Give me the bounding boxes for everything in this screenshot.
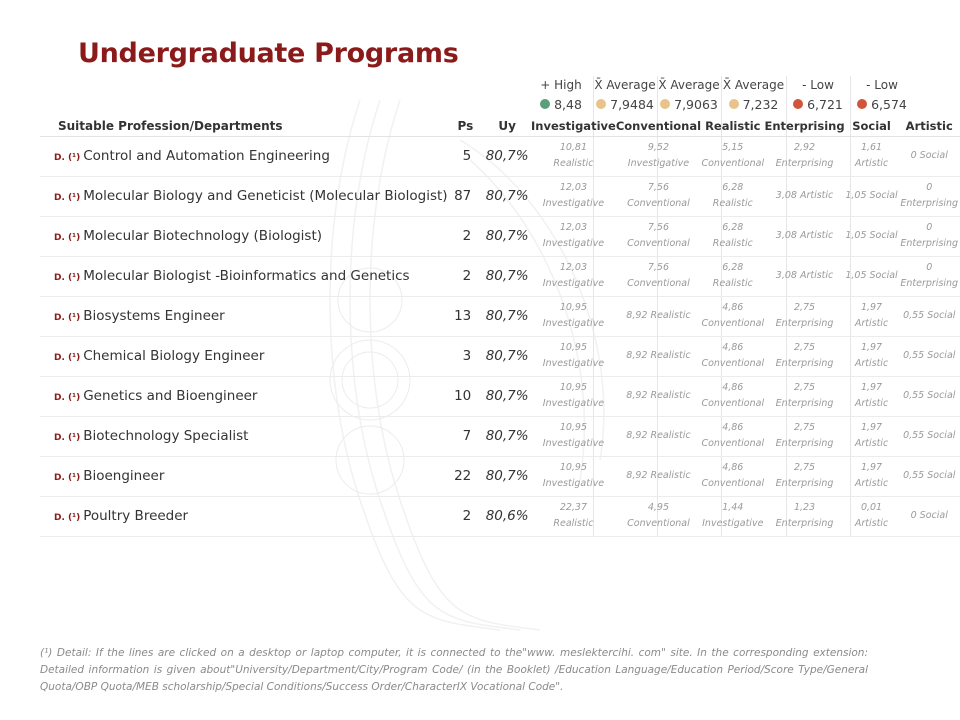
detail-marker: D. (¹) — [54, 393, 81, 403]
department-cell[interactable] — [40, 216, 448, 256]
score-cell: 0 Social — [898, 136, 960, 176]
score-cell: 1,61 Artistic — [845, 136, 899, 176]
score-value: 7,9484 — [610, 96, 654, 112]
detail-marker: D. (¹) — [54, 433, 81, 443]
score-cell: 3,08 Artistic — [765, 216, 845, 256]
score-cell: 22,37 Realistic — [531, 496, 616, 536]
ps-cell: 7 — [448, 416, 484, 456]
score-cell: 12,03 Investigative — [531, 176, 616, 216]
table-row[interactable] — [40, 456, 960, 496]
score-cell: 1,97 Artistic — [845, 416, 899, 456]
department-cell[interactable] — [40, 376, 448, 416]
score-level: + High — [540, 78, 582, 92]
score-value: 7,232 — [742, 96, 779, 112]
table-row[interactable] — [40, 296, 960, 336]
score-cell: 3,08 Artistic — [765, 256, 845, 296]
score-cell: 2,75 Enterprising — [765, 296, 845, 336]
score-cell: 10,95 Investigative — [531, 336, 616, 376]
score-cell: 1,97 Artistic — [845, 336, 899, 376]
score-cell: 12,03 Investigative — [531, 216, 616, 256]
header-artistic: Artistic — [898, 116, 960, 136]
score-cell: 1,05 Social — [845, 176, 899, 216]
header-social: Social — [845, 116, 899, 136]
score-level: X̄ Average — [594, 78, 656, 92]
score-cell: 7,56 Conventional — [616, 256, 701, 296]
score-cell: 5,15 Conventional — [701, 136, 764, 176]
uy-cell: 80,7% — [483, 336, 531, 376]
detail-marker: D. (¹) — [54, 353, 81, 363]
detail-marker: D. (¹) — [54, 233, 81, 243]
score-cell: 6,28 Realistic — [701, 216, 764, 256]
score-cell: 4,95 Conventional — [616, 496, 701, 536]
detail-marker: D. (¹) — [54, 193, 81, 203]
average-dot-icon — [660, 99, 670, 109]
header-conventional: Conventional — [616, 116, 701, 136]
score-value: 7,9063 — [674, 96, 718, 112]
score-cell: 8,92 Realistic — [616, 376, 701, 416]
score-cell: 1,05 Social — [845, 256, 899, 296]
header-realistic: Realistic — [701, 116, 764, 136]
department-cell[interactable] — [40, 296, 448, 336]
score-cell: 2,75 Enterprising — [765, 336, 845, 376]
score-header-investigative — [529, 76, 593, 114]
average-dot-icon — [596, 99, 606, 109]
department-name: Control and Automation Engineering — [83, 148, 330, 164]
department-cell[interactable] — [40, 176, 448, 216]
ps-cell: 2 — [448, 496, 484, 536]
table-row[interactable] — [40, 216, 960, 256]
score-cell: 12,03 Investigative — [531, 256, 616, 296]
score-cell: 1,05 Social — [845, 216, 899, 256]
score-cell: 2,75 Enterprising — [765, 456, 845, 496]
score-cell: 10,95 Investigative — [531, 296, 616, 336]
detail-marker: D. (¹) — [54, 513, 81, 523]
detail-marker: D. (¹) — [54, 273, 81, 283]
score-cell: 1,23 Enterprising — [765, 496, 845, 536]
score-cell: 4,86 Conventional — [701, 456, 764, 496]
score-cell: 0,01 Artistic — [845, 496, 899, 536]
uy-cell: 80,7% — [483, 376, 531, 416]
table-row[interactable] — [40, 256, 960, 296]
score-cell: 0 Enterprising — [898, 256, 960, 296]
department-cell[interactable] — [40, 336, 448, 376]
department-name: Poultry Breeder — [83, 508, 189, 524]
table-row[interactable] — [40, 376, 960, 416]
average-dot-icon — [729, 99, 739, 109]
footnote: (¹) Detail: If the lines are clicked on a desktop or laptop computer, it is connected to the"www. meslektercihi. com" site. In the corresponding extension: Detailed information is given about"University/Department/City/Program Code/ (in the Booklet) /Education Language/Education Period/Score Type/General Quota/OBP Quota/MEB scholarship/Special Conditions/Success Order/CharacterIX Vocational Code". — [40, 647, 868, 693]
department-name: Molecular Biologist -Bioinformatics and Genetics — [83, 268, 410, 284]
score-cell: 7,56 Conventional — [616, 176, 701, 216]
ps-cell: 22 — [448, 456, 484, 496]
header-enterprising: Enterprising — [765, 116, 845, 136]
score-cell: 0 Social — [898, 496, 960, 536]
score-cell: 1,97 Artistic — [845, 456, 899, 496]
score-cell: 10,95 Investigative — [531, 456, 616, 496]
uy-cell: 80,6% — [483, 496, 531, 536]
header-ps: Ps — [448, 116, 484, 136]
score-cell: 10,95 Investigative — [531, 416, 616, 456]
score-cell: 7,56 Conventional — [616, 216, 701, 256]
score-cell: 4,86 Conventional — [701, 296, 764, 336]
department-cell[interactable] — [40, 416, 448, 456]
score-cell: 2,75 Enterprising — [765, 376, 845, 416]
department-cell[interactable] — [40, 456, 448, 496]
ps-cell: 2 — [448, 256, 484, 296]
ps-cell: 13 — [448, 296, 484, 336]
ps-cell: 87 — [448, 176, 484, 216]
department-name: Genetics and Bioengineer — [83, 388, 258, 404]
score-level: - Low — [802, 78, 834, 92]
uy-cell: 80,7% — [483, 216, 531, 256]
score-cell: 4,86 Conventional — [701, 376, 764, 416]
score-cell: 6,28 Realistic — [701, 256, 764, 296]
score-cell: 0,55 Social — [898, 456, 960, 496]
table-row[interactable] — [40, 416, 960, 456]
score-cell: 0,55 Social — [898, 376, 960, 416]
score-cell: 10,95 Investigative — [531, 376, 616, 416]
score-value: 8,48 — [554, 96, 582, 112]
score-cell: 0,55 Social — [898, 296, 960, 336]
table-row[interactable] — [40, 176, 960, 216]
page-title: Undergraduate Programs — [78, 38, 459, 69]
table-row[interactable] — [40, 496, 960, 536]
table-header-row — [40, 116, 960, 136]
score-header-artistic — [850, 76, 914, 114]
table-row[interactable] — [40, 136, 960, 176]
high-dot-icon — [540, 99, 550, 109]
department-name: Biosystems Engineer — [83, 308, 225, 324]
programs-table — [40, 116, 960, 537]
uy-cell: 80,7% — [483, 296, 531, 336]
uy-cell: 80,7% — [483, 136, 531, 176]
score-cell: 10,81 Realistic — [531, 136, 616, 176]
score-cell: 4,86 Conventional — [701, 416, 764, 456]
score-cell: 1,97 Artistic — [845, 376, 899, 416]
low-dot-icon — [793, 99, 803, 109]
uy-cell: 80,7% — [483, 456, 531, 496]
score-cell: 0,55 Social — [898, 336, 960, 376]
uy-cell: 80,7% — [483, 416, 531, 456]
ps-cell: 10 — [448, 376, 484, 416]
score-header-social — [786, 76, 850, 114]
score-cell: 4,86 Conventional — [701, 336, 764, 376]
score-level: X̄ Average — [722, 78, 785, 92]
score-cell: 3,08 Artistic — [765, 176, 845, 216]
score-level: X̄ Average — [658, 78, 720, 92]
score-cell: 6,28 Realistic — [701, 176, 764, 216]
department-name: Molecular Biotechnology (Biologist) — [83, 228, 322, 244]
header-departments: Suitable Profession/Departments — [40, 116, 448, 136]
detail-marker: D. (¹) — [54, 313, 81, 323]
uy-cell: 80,7% — [483, 176, 531, 216]
score-header-conventional — [593, 76, 657, 114]
score-cell: 8,92 Realistic — [616, 456, 701, 496]
table-row[interactable] — [40, 336, 960, 376]
department-cell[interactable] — [40, 256, 448, 296]
score-cell: 0 Enterprising — [898, 216, 960, 256]
score-cell: 1,97 Artistic — [845, 296, 899, 336]
score-cell: 9,52 Investigative — [616, 136, 701, 176]
ps-cell: 3 — [448, 336, 484, 376]
header-investigative: Investigative — [531, 116, 616, 136]
score-cell: 8,92 Realistic — [616, 296, 701, 336]
ps-cell: 5 — [448, 136, 484, 176]
ps-cell: 2 — [448, 216, 484, 256]
score-cell: 2,75 Enterprising — [765, 416, 845, 456]
score-cell: 1,44 Investigative — [701, 496, 764, 536]
detail-marker: D. (¹) — [54, 153, 81, 163]
department-name: Molecular Biology and Geneticist (Molecular Biologist) — [83, 188, 448, 204]
score-cell: 2,92 Enterprising — [765, 136, 845, 176]
score-header-enterprising — [721, 76, 786, 114]
header-uy: Uy — [483, 116, 531, 136]
score-cell: 0,55 Social — [898, 416, 960, 456]
uy-cell: 80,7% — [483, 256, 531, 296]
score-cell: 8,92 Realistic — [616, 336, 701, 376]
score-cell: 8,92 Realistic — [616, 416, 701, 456]
score-level: - Low — [866, 78, 898, 92]
low-dot-icon — [857, 99, 867, 109]
detail-marker: D. (¹) — [54, 473, 81, 483]
department-cell[interactable] — [40, 496, 448, 536]
score-value: 6,574 — [871, 96, 907, 112]
department-name: Biotechnology Specialist — [83, 428, 249, 444]
department-name: Bioengineer — [83, 468, 165, 484]
department-name: Chemical Biology Engineer — [83, 348, 265, 364]
score-value: 6,721 — [807, 96, 843, 112]
department-cell[interactable] — [40, 136, 448, 176]
score-cell: 0 Enterprising — [898, 176, 960, 216]
score-header-realistic — [657, 76, 721, 114]
